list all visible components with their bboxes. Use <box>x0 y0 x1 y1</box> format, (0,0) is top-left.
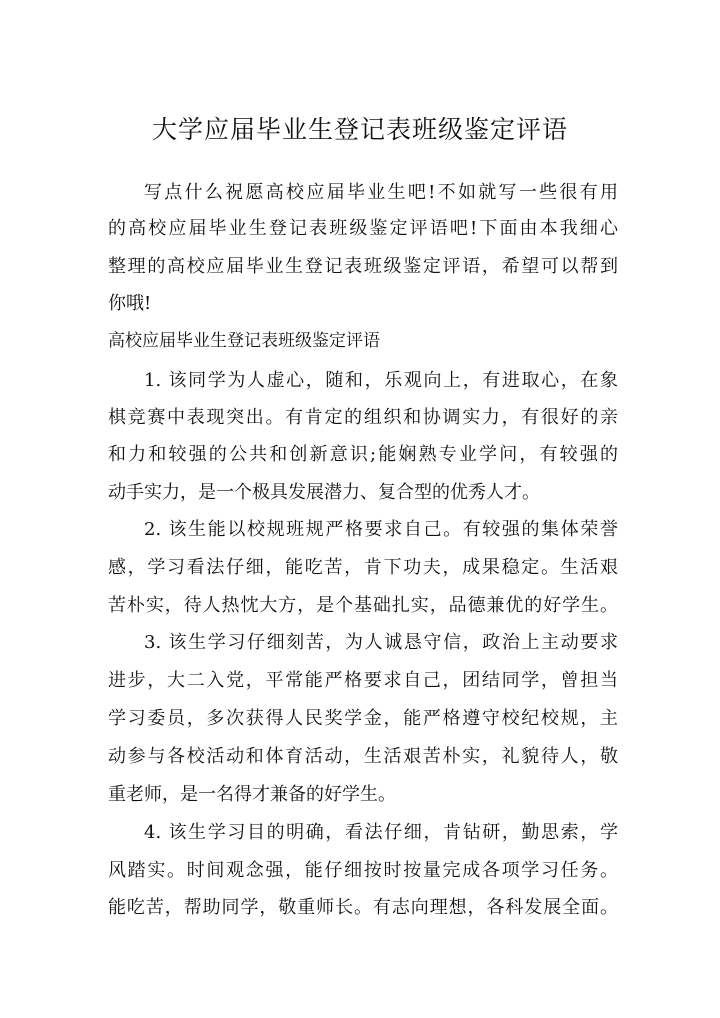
item-line: 风踏实。时间观念强，能仔细按时按量完成各项学习任务。 <box>108 860 618 881</box>
item-line: 重老师，是一名得才兼备的好学生。 <box>108 784 396 805</box>
item-line: 动手实力，是一个极具发展潜力、复合型的优秀人才。 <box>108 482 540 503</box>
item-line: 4. 该生学习目的明确，看法仔细，肯钻研，勤思索，学 <box>144 822 618 843</box>
item-line: 3. 该生学习仔细刻苦，为人诚恳守信，政治上主动要求 <box>144 632 618 653</box>
item-line: 和力和较强的公共和创新意识;能娴熟专业学问，有较强的 <box>108 444 618 465</box>
section-heading: 高校应届毕业生登记表班级鉴定评语 <box>108 331 380 351</box>
item-line: 能吃苦，帮助同学，敬重师长。有志向理想，各科发展全面。 <box>108 897 618 918</box>
item-line: 1. 该同学为人虚心，随和，乐观向上，有进取心，在象 <box>144 370 618 391</box>
item-line: 感，学习看法仔细，能吃苦，肯下功夫，成果稳定。生活艰 <box>108 557 618 578</box>
item-line: 2. 该生能以校规班规严格要求自己。有较强的集体荣誉 <box>144 519 618 540</box>
item-line: 学习委员，多次获得人民奖学金，能严格遵守校纪校规，主 <box>108 708 618 729</box>
item-line: 进步，大二入党，平常能严格要求自己，团结同学，曾担当 <box>108 670 618 691</box>
intro-line: 整理的高校应届毕业生登记表班级鉴定评语，希望可以帮到 <box>108 256 618 277</box>
document-title: 大学应届毕业生登记表班级鉴定评语 <box>151 115 568 144</box>
intro-line: 的高校应届毕业生登记表班级鉴定评语吧!下面由本我细心 <box>108 218 618 239</box>
intro-line: 你哦! <box>108 293 152 314</box>
item-line: 苦朴实，待人热忱大方，是个基础扎实，品德兼优的好学生。 <box>108 595 618 616</box>
item-line: 动参与各校活动和体育活动，生活艰苦朴实，礼貌待人，敬 <box>108 746 618 767</box>
intro-line: 写点什么祝愿高校应届毕业生吧!不如就写一些很有用 <box>144 182 618 203</box>
item-line: 棋竞赛中表现突出。有肯定的组织和协调实力，有很好的亲 <box>108 407 618 428</box>
